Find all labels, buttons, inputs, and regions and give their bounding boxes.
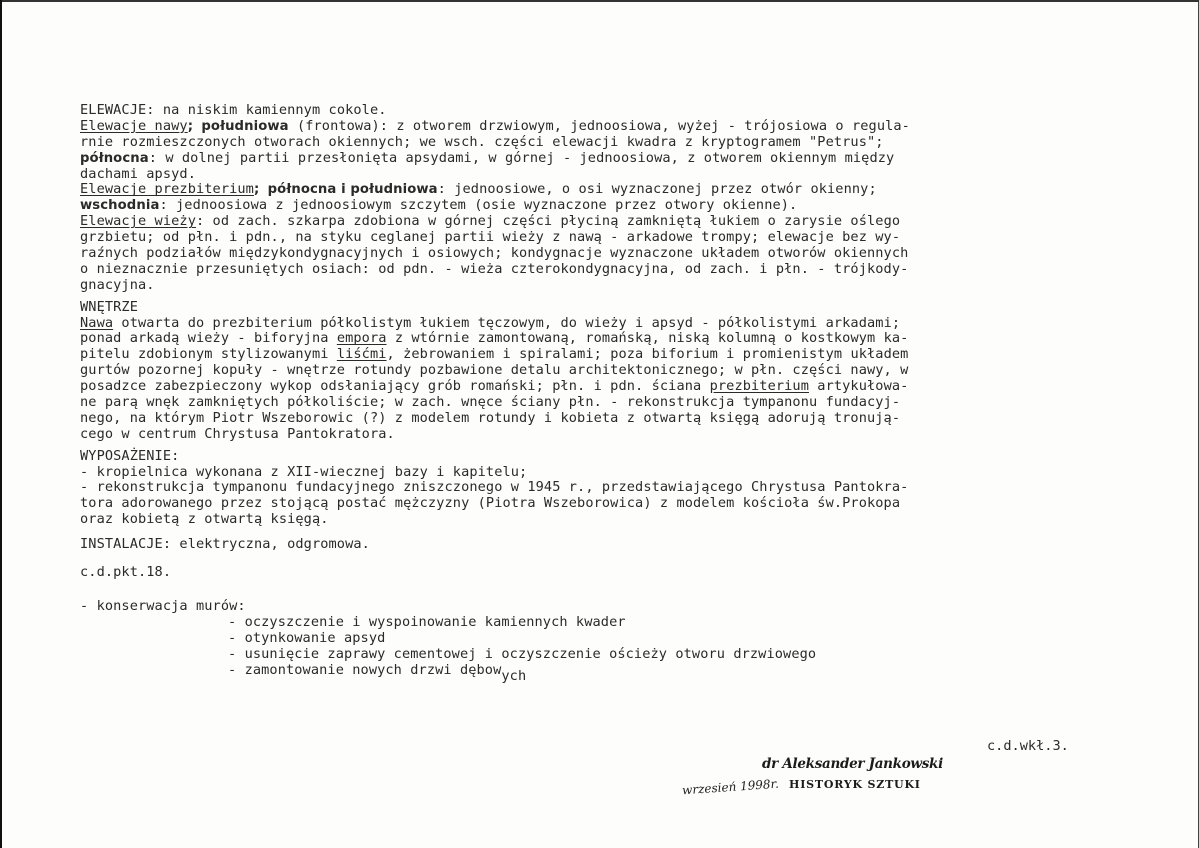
document-body xyxy=(80,102,1140,684)
wnetrze-heading: WNĘTRZE xyxy=(80,298,138,315)
cd-pkt: c.d.pkt.18. xyxy=(80,564,172,581)
signature-stamp-name: dr Aleksander Jankowski xyxy=(762,756,943,772)
elewacje-prezbiterium-line: Elewacje prezbiterium; północna i południowa: jednoosiowe, o osi wyznaczonej przez otwór okienny; xyxy=(80,181,877,198)
list-item: - oczyszczenie i wyspoinowanie kamiennych kwader xyxy=(228,613,626,630)
elewacje-wiezy-label: Elewacje wieży xyxy=(80,213,196,230)
list-item: - otynkowanie apsyd xyxy=(228,629,386,646)
polnocna-label: północna xyxy=(80,150,149,166)
elewacje-nawy-label: Elewacje nawy xyxy=(80,117,188,134)
text-line: grzbietu; od płn. i pdn., na styku ceglanej partii wieży z nawą - arkadowe trompy; elewacje bez wy- xyxy=(80,229,901,246)
text-line: ponad arkadą wieży - biforyjna empora z wtórnie zamontowaną, romańską, niską kolumną o kostkowym ka- xyxy=(80,330,909,347)
liscmi-term: liśćmi xyxy=(336,346,387,363)
text-line: gurtów pozornej kopuły - wnętrze rotundy pozbawione detalu architektonicznego; w płn. części nawy, w xyxy=(80,362,909,379)
prezbiterium-term: prezbiterium xyxy=(709,378,810,395)
wschodnia-label: wschodnia xyxy=(80,198,160,214)
elewacje-prezbiterium-label: Elewacje prezbiterium xyxy=(80,181,254,198)
wschodnia-line: wschodnia: jednoosiowa z jednoosiowym szczytem (osie wyznaczone przez otwory okienne). xyxy=(80,197,798,214)
text-line: ne parą wnęk zamkniętych półkoliście; w zach. wnęce ściany płn. - rekonstrukcja tympanonu fundacyj- xyxy=(80,394,901,411)
text-line: raźnych podziałów międzykondygnacyjnych i osiowych; kondygnacje wyznaczone układem otworów okiennych xyxy=(80,245,909,262)
list-item: - usunięcie zaprawy cementowej i oczyszczenie ościeży otworu drzwiowego xyxy=(228,645,817,662)
elewacje-heading-line: ELEWACJE: na niskim kamiennym cokole. xyxy=(80,102,387,118)
text-line: gnacyjna. xyxy=(80,276,155,293)
polnocna-i-poludniowa-label: północna i południowa xyxy=(267,182,438,198)
text-line: dachami apsyd. xyxy=(80,165,196,182)
text-line: o nieznacznie przesuniętych osiach: od pdn. - wieża czterokondygnacyjna, od zach. i płn. - trójkody- xyxy=(80,260,909,277)
handwritten-date: wrzesień 1998r. xyxy=(681,776,780,798)
nawa-label: Nawa xyxy=(80,314,114,331)
wyposazenie-heading: WYPOSAŻENIE xyxy=(80,447,172,464)
text-line: nego, na którym Piotr Wszeborowic (?) z modelem rotundy i kobieta z otwartą księgą adorują tronują- xyxy=(80,409,901,426)
list-item-cont: oraz kobietą z otwartą księgą. xyxy=(80,511,329,528)
text-line: posadzce zabezpieczony wykop odsłaniający grób romański; płn. i pdn. ściana prezbiterium artykułowa- xyxy=(80,378,909,395)
konserwacja-heading: - konserwacja murów: xyxy=(80,597,246,614)
empora-term: empora xyxy=(336,330,387,347)
list-item: - rekonstrukcja tympanonu fundacyjnego zniszczonego w 1945 r., przedstawiającego Chrystusa Pantokra- xyxy=(80,479,909,496)
elewacje-heading: ELEWACJE xyxy=(80,102,147,118)
elewacje-wiezy-line: Elewacje wieży: od zach. szkarpa zdobiona w górnej części płyciną zamkniętą łukiem o zarysie oślego xyxy=(80,213,901,230)
list-item-cont: tora adorowanego przez stojącą postać mężczyzny (Piotra Wszeborowica) z modelem kościoła św.Prokopa xyxy=(80,495,901,512)
elewacje-nawy-line: Elewacje nawy; południowa (frontowa): z otworem drzwiowym, jednoosiowa, wyżej - trójosiowa o regula- xyxy=(80,117,910,134)
signature-stamp-title: HISTORYK SZTUKI xyxy=(789,778,921,791)
polnocna-line: północna: w dolnej partii przesłonięta apsydami, w górnej - jednoosiowa, z otworem okiennym między xyxy=(80,149,895,166)
list-item: - kropielnica wykonana z XII-wiecznej bazy i kapitelu; xyxy=(80,463,528,480)
instalacje-line: INSTALACJE: elektryczna, odgromowa. xyxy=(80,536,370,553)
scan-edge xyxy=(2,0,1199,2)
text-line: cego w centrum Chrystusa Pantokratora. xyxy=(80,425,395,442)
text-line: rnie rozmieszczonych otworach okiennych; we wsch. części elewacji kwadra z kryptogramem "Petrus"; xyxy=(80,133,884,150)
wyposazenie-heading-line: WYPOSAŻENIE: xyxy=(80,447,180,464)
text-line: pitelu zdobionym stylizowanymi liśćmi, żebrowaniem i spiralami; poza biforium i promienistym układem xyxy=(80,346,909,363)
cd-wkl: c.d.wkł.3. xyxy=(987,738,1069,754)
wnetrze-nawa-line: Nawa otwarta do prezbiterium półkolistym łukiem tęczowym, do wieży i apsyd - półkolistymi arkadami; xyxy=(80,314,901,331)
list-item: - zamontowanie nowych drzwi dębowych xyxy=(228,661,527,684)
poludniowa-label: południowa xyxy=(201,118,289,134)
